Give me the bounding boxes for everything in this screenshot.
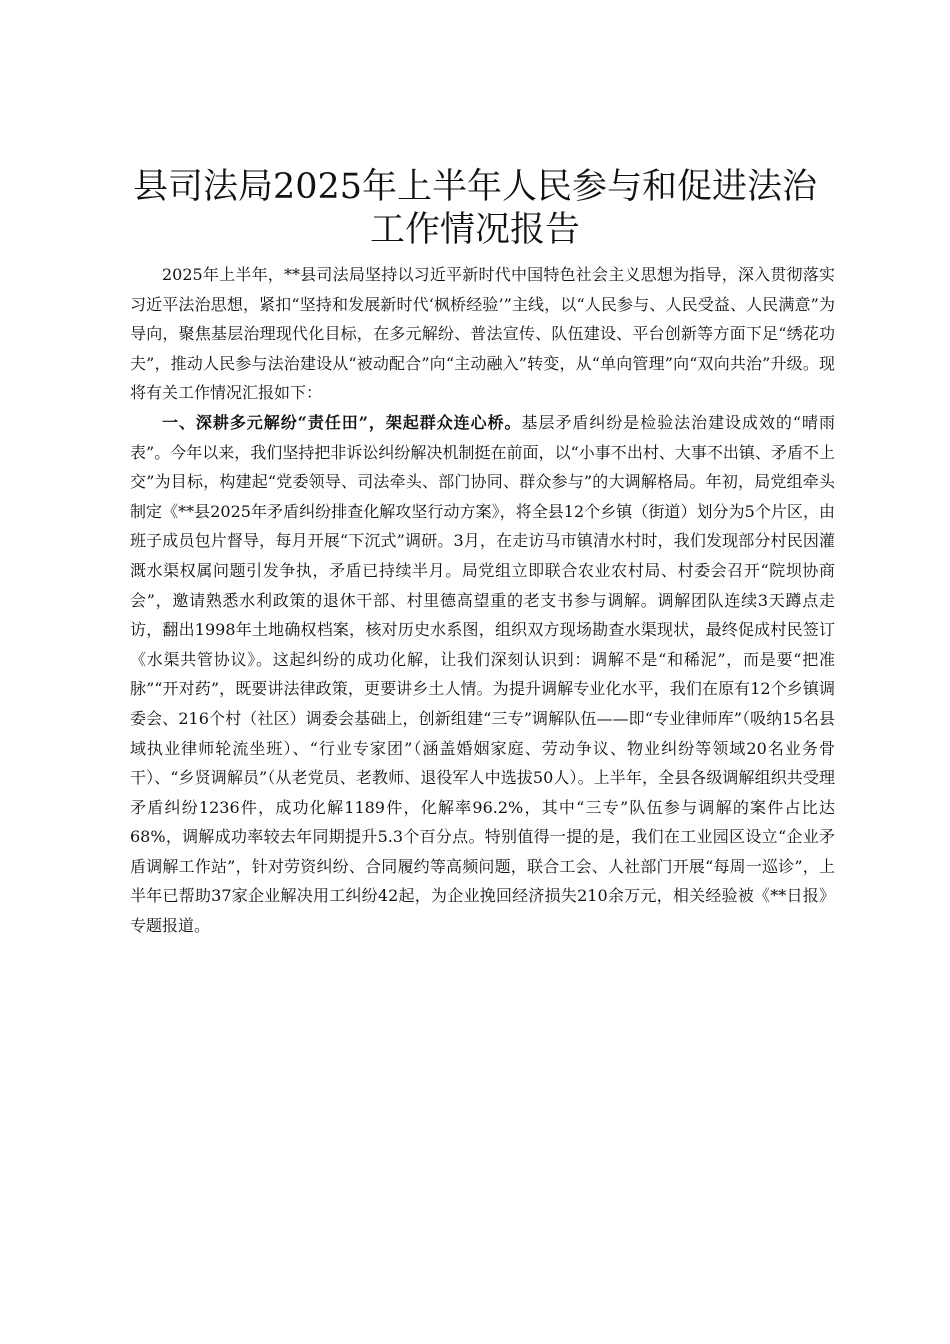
section-1-body: 基层矛盾纠纷是检验法治建设成效的“晴雨表”。今年以来，我们坚持把非诉讼纠纷解决机制挺在前面，以“小事不出村、大事不出镇、矛盾不上交”为目标，构建起“党委领导、司法牵头、部门协同、群众参与”的大调解格局。年初，局党组牵头制定《**县2025年矛盾纠纷排查化解攻坚行动方案》，将全县12个乡镇（街道）划分为5个片区，由班子成员包片督导，每月开展“下沉式”调研。3月，在走访马市镇清水村时，我们发现部分村民因灌溉水渠权属问题引发争执，矛盾已持续半月。局党组立即联合农业农村局、村委会召开“院坝协商会”，邀请熟悉水利政策的退休干部、村里德高望重的老支书参与调解。调解团队连续3天蹲点走访，翻出1998年土地确权档案，核对历史水系图，组织双方现场勘查水渠现状，最终促成村民签订《水渠共管协议》。这起纠纷的成功化解，让我们深刻认识到：调解不是“和稀泥”，而是要“把准脉”“开对药”，既要讲法律政策，更要讲乡土人情。为提升调解专业化水平，我们在原有12个乡镇调委会、216个村（社区）调委会基础上，创新组建“三专”调解队伍——即“专业律师库”（吸纳15名县域执业律师轮流坐班）、“行业专家团”（涵盖婚姻家庭、劳动争议、物业纠纷等领域20名业务骨干）、“乡贤调解员”（从老党员、老教师、退役军人中选拔50人）。上半年，全县各级调解组织共受理矛盾纠纷1236件，成功化解1189件，化解率96.2%，其中“三专”队伍参与调解的案件占比达68%，调解成功率较去年同期提升5.3个百分点。特别值得一提的是，我们在工业园区设立“企业矛盾调解工作站”，针对劳资纠纷、合同履约等高频问题，联合工会、人社部门开展“每周一巡诊”，上半年已帮助37家企业解决用工纠纷42起，为企业挽回经济损失210余万元，相关经验被《**日报》专题报道。 [130,412,835,936]
title-line-1: 县司法局2025年上半年人民参与和促进法治 [132,167,818,207]
intro-paragraph: 2025年上半年，**县司法局坚持以习近平新时代中国特色社会主义思想为指导，深入贯彻落实习近平法治思想，紧扣“坚持和发展新时代‘枫桥经验’”主线，以“人民参与、人民受益、人民满意”为导向，聚焦基层治理现代化目标，在多元解纷、普法宣传、队伍建设、平台创新等方面下足“绣花功夫”，推动人民参与法治建设从“被动配合”向“主动融入”转变，从“单向管理”向“双向共治”升级。现将有关工作情况汇报如下： [130,265,835,403]
document-title [120,166,830,252]
title-line-2: 工作情况报告 [369,210,580,250]
section-1-heading: 一、深耕多元解纷“责任田”，架起群众连心桥。 [162,412,522,432]
section-1-paragraph [130,408,835,941]
document-body [130,260,835,941]
